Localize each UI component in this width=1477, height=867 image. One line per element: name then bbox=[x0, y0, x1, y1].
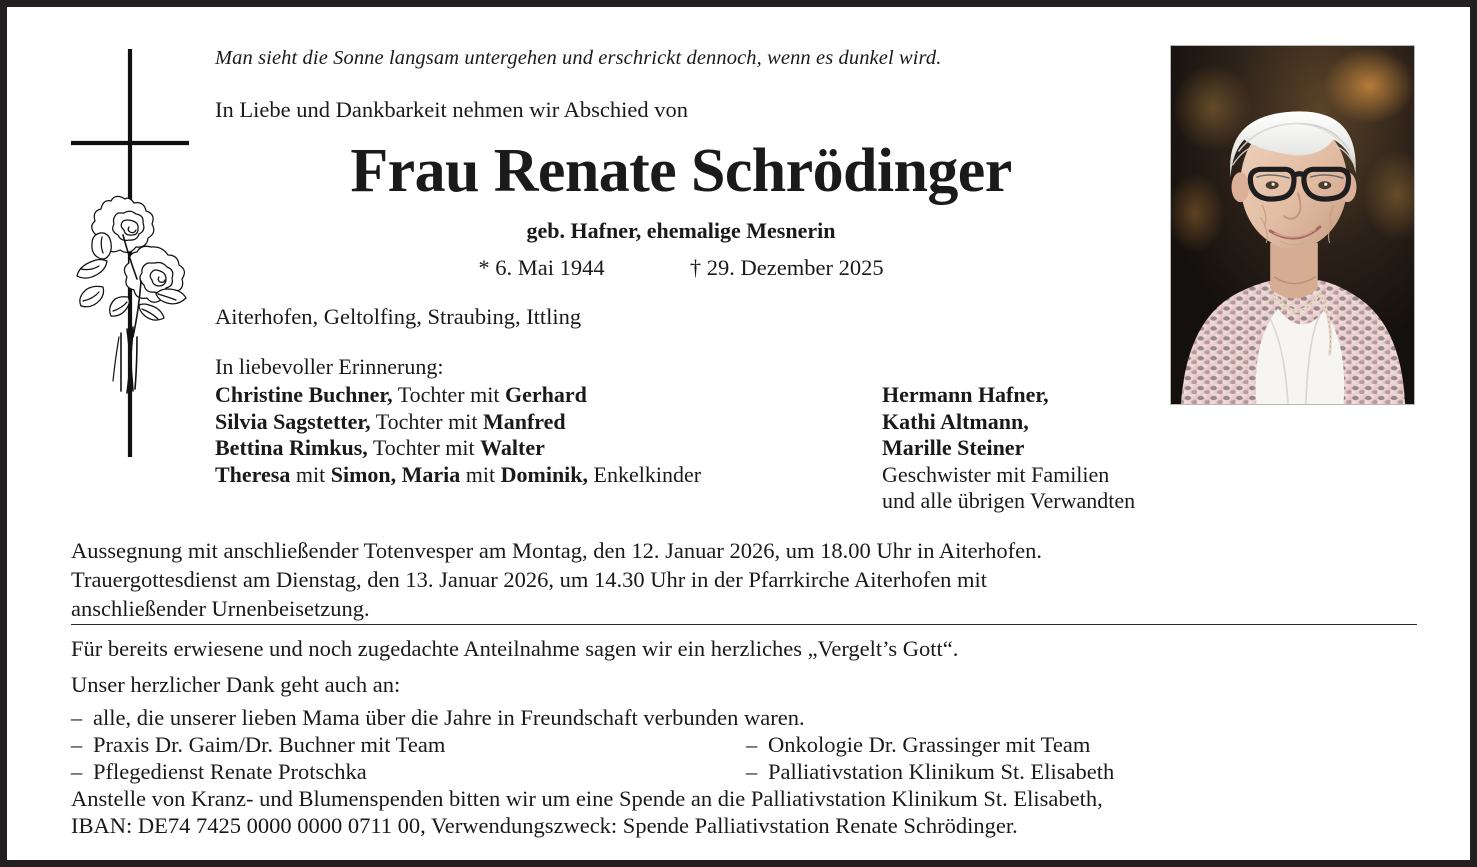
thanks-item-label: Praxis Dr. Gaim/Dr. Buchner mit Team bbox=[93, 732, 446, 757]
family-right-column bbox=[882, 382, 1135, 515]
family-line bbox=[882, 435, 1135, 462]
family-line bbox=[215, 409, 701, 436]
dash-bullet: – bbox=[71, 705, 83, 730]
family-line bbox=[882, 382, 1135, 409]
family-name: Christine Buchner, bbox=[215, 382, 393, 407]
thanks-item-label: Pflegedienst Renate Protschka bbox=[93, 759, 367, 784]
dash-bullet: – bbox=[71, 759, 83, 784]
thanks-row bbox=[71, 758, 1417, 785]
family-relation: mit bbox=[290, 461, 331, 487]
family-relation: Tochter mit bbox=[392, 382, 505, 407]
dash-bullet: – bbox=[746, 732, 758, 757]
service-line-3: anschließender Urnenbeisetzung. bbox=[71, 596, 370, 621]
family-name: Simon, Maria bbox=[330, 461, 461, 487]
family-name: Bettina Rimkus, bbox=[215, 435, 368, 460]
service-paragraph bbox=[71, 536, 1417, 623]
intro-line: In Liebe und Dankbarkeit nehmen wir Abschied von bbox=[215, 97, 688, 122]
death-date: † 29. Dezember 2025 bbox=[689, 255, 884, 280]
cross-with-roses-icon bbox=[63, 37, 223, 469]
family-name: Kathi Altmann, bbox=[882, 408, 1029, 434]
family-line bbox=[882, 488, 1135, 515]
dash-bullet: – bbox=[746, 759, 758, 784]
thanks-item-label: Palliativstation Klinikum St. Elisabeth bbox=[768, 759, 1115, 784]
donation-note bbox=[71, 785, 1421, 839]
section-divider bbox=[71, 624, 1417, 625]
family-relation: Geschwister mit Familien bbox=[882, 461, 1110, 487]
places-line: Aiterhofen, Geltolfing, Straubing, Ittling bbox=[215, 304, 582, 329]
thanks-item bbox=[71, 731, 445, 758]
family-relation: mit bbox=[460, 461, 501, 487]
family-name: Marille Steiner bbox=[882, 435, 1025, 460]
family-left-column bbox=[215, 382, 701, 488]
donation-line-1: Anstelle von Kranz- und Blumenspenden bitten wir um eine Spende an die Palliativstation Klinikum St. Elisabeth, bbox=[71, 786, 1103, 811]
thanks-item bbox=[746, 731, 1090, 758]
family-name: Silvia Sagstetter, bbox=[215, 408, 371, 434]
family-name: Theresa bbox=[215, 461, 291, 487]
family-relation: Tochter mit bbox=[370, 408, 483, 434]
family-name: Gerhard bbox=[504, 382, 587, 407]
thanks-row bbox=[71, 704, 1417, 731]
family-line bbox=[215, 435, 701, 462]
family-name: Hermann Hafner, bbox=[882, 382, 1049, 407]
memory-label: In liebevoller Erinnerung: bbox=[215, 354, 444, 379]
portrait-photo bbox=[1170, 45, 1415, 405]
family-relation: und alle übrigen Verwandten bbox=[882, 488, 1136, 513]
thanks-row bbox=[71, 731, 1417, 758]
dash-bullet: – bbox=[71, 732, 83, 757]
service-line-2: Trauergottesdienst am Dienstag, den 13. Januar 2026, um 14.30 Uhr in der Pfarrkirche Aiterhofen mit bbox=[71, 567, 988, 592]
thanks-item-label: alle, die unserer lieben Mama über die Jahre in Freundschaft verbunden waren. bbox=[93, 705, 805, 730]
family-relation: Enkelkinder bbox=[588, 461, 702, 487]
family-line bbox=[215, 462, 701, 489]
service-line-1: Aussegnung mit anschließender Totenvesper am Montag, den 12. Januar 2026, um 18.00 Uhr in Aiterhofen. bbox=[71, 538, 1042, 563]
thanks-item bbox=[71, 704, 805, 731]
epigraph: Man sieht die Sonne langsam untergehen und erschrickt dennoch, wenn es dunkel wird. bbox=[215, 47, 942, 69]
family-name: Walter bbox=[480, 435, 545, 460]
family-line bbox=[882, 409, 1135, 436]
deceased-subtitle: geb. Hafner, ehemalige Mesnerin bbox=[526, 218, 836, 243]
thanks-message: Für bereits erwiesene und noch zugedachte Anteilnahme sagen wir ein herzliches „Vergelt’s Gott“. bbox=[71, 636, 959, 661]
life-dates bbox=[215, 255, 1147, 281]
thanks-item-label: Onkologie Dr. Grassinger mit Team bbox=[768, 732, 1091, 757]
donation-line-2: IBAN: DE74 7425 0000 0000 0711 00, Verwendungszweck: Spende Palliativstation Renate Schrödinger. bbox=[71, 813, 1018, 838]
thanks-list bbox=[71, 704, 1417, 785]
family-line bbox=[215, 382, 701, 409]
birth-date: * 6. Mai 1944 bbox=[478, 255, 605, 280]
thanks-item bbox=[71, 758, 367, 785]
thanks-item bbox=[746, 758, 1114, 785]
family-name: Dominik, bbox=[500, 461, 589, 487]
thanks-label: Unser herzlicher Dank geht auch an: bbox=[71, 672, 401, 697]
family-line bbox=[882, 462, 1135, 489]
family-name: Manfred bbox=[482, 408, 566, 434]
family-relation: Tochter mit bbox=[367, 435, 481, 460]
deceased-name: Frau Renate Schrödinger bbox=[350, 137, 1012, 205]
